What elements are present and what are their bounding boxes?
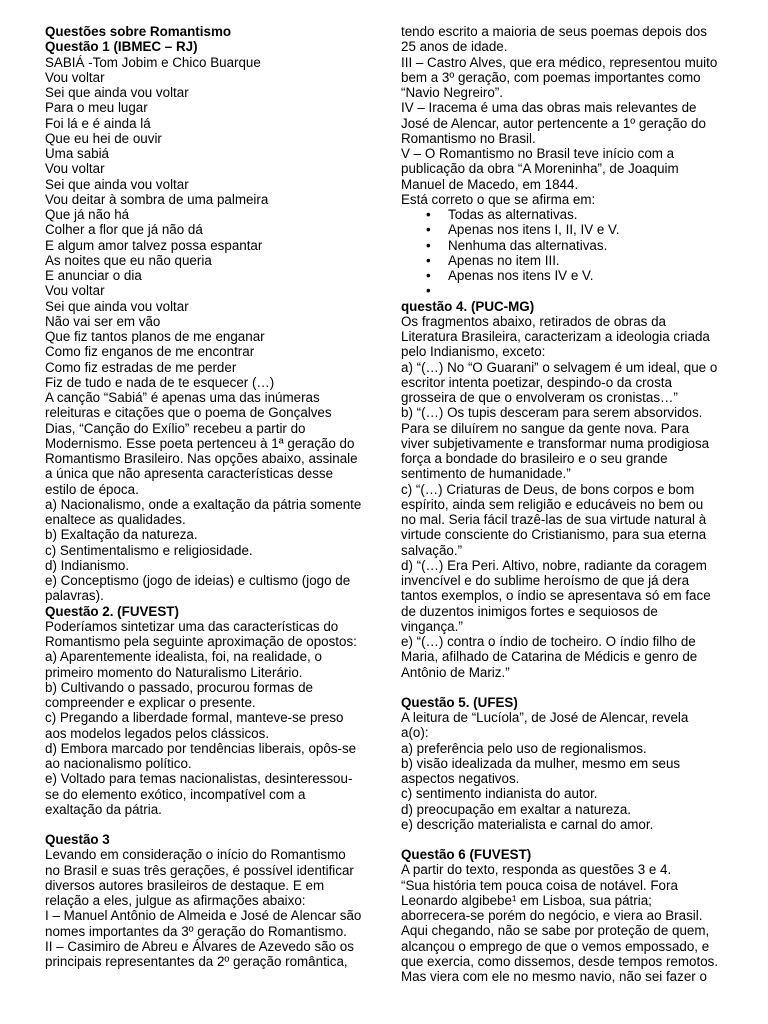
option-line: e) Conceptismo (jogo de ideias) e cultismo (jogo de <box>45 573 351 588</box>
text-line: c) Pregando a liberdade formal, manteve-se preso <box>45 710 344 726</box>
text-line: espírito, ainda sem religião e educáveis no bem ou <box>401 496 704 512</box>
question-5-heading: Questão 5. (UFES) <box>401 694 518 710</box>
spacer <box>401 680 736 695</box>
text-line: nomes importantes da 3º geração do Romantismo. <box>45 923 347 939</box>
text-line: Está correto o que se afirma em: <box>401 191 596 207</box>
text-line: sentimento de humanidade.” <box>401 466 571 482</box>
text-line: tantos exemplos, o índio se apresentava só em face <box>401 588 711 604</box>
lyric-line: Colher a flor que já não dá <box>45 222 203 238</box>
text-line: 25 anos de idade. <box>401 39 508 55</box>
lyric-line: Como fiz enganos de me encontrar <box>45 344 255 360</box>
option-line: b) Exaltação da natureza. <box>45 527 198 543</box>
text-line: Romantismo pela seguinte aproximação de opostos: <box>45 634 357 649</box>
left-column <box>45 24 380 969</box>
question-1-statement <box>45 390 380 497</box>
lyric-line: Vou deitar à sombra de uma palmeira <box>45 191 269 207</box>
text-line: b) “(…) Os tupis desceram para serem absorvidos. <box>401 405 703 421</box>
text-line: que exercia, como dissemos, desde tempos remotos. <box>401 953 719 969</box>
text-line: ao nacionalismo político. <box>45 756 192 771</box>
lyric-line: Que fiz tantos planos de me enganar <box>45 329 265 344</box>
text-line: e) “(…) contra o índio de tocheiro. O índio filho de <box>401 634 696 649</box>
lyric-line: Fiz de tudo e nada de te esquecer (…) <box>45 374 275 390</box>
text-line: V – O Romantismo no Brasil teve início com a <box>401 146 675 161</box>
text-line: bem a 3º geração, com poemas importantes como <box>401 69 701 85</box>
bullet-item: • Todas as alternativas. <box>401 207 736 222</box>
question-6-heading: Questão 6 (FUVEST) <box>401 847 532 862</box>
lyric-line: Vou voltar <box>45 283 105 299</box>
text-line: releituras e citações que o poema de Gonçalves <box>45 405 332 421</box>
text-line: II – Casimiro de Abreu e Álvares de Azevedo são os <box>45 938 354 954</box>
text-line: no Brasil e suas três gerações, é possível identificar <box>45 862 354 878</box>
text-line: Romantismo no Brasil. <box>401 130 536 146</box>
text-line: I – Manuel Antônio de Almeida e José de Alencar são <box>45 908 362 924</box>
option-line: c) Sentimentalismo e religiosidade. <box>45 542 253 558</box>
text-line: vingança.” <box>401 618 463 634</box>
text-line: Para se diluírem no sangue da gente nova. Para <box>401 420 690 436</box>
bullet-item: • Apenas nos itens I, II, IV e V. <box>401 222 736 237</box>
lyric-line: Sei que ainda vou voltar <box>45 298 189 314</box>
lyric-line: Não vai ser em vão <box>45 313 161 329</box>
text-line: b) visão idealizada da mulher, mesmo em seus <box>401 755 681 771</box>
spacer <box>401 832 736 847</box>
lyric-line: Foi lá e é ainda lá <box>45 115 151 131</box>
text-line: Dias, “Canção do Exílio” recebeu a partir do <box>45 420 306 436</box>
lyric-line: Sei que ainda vou voltar <box>45 85 189 100</box>
text-line: Os fragmentos abaixo, retirados de obras da <box>401 313 666 329</box>
text-line: relação a eles, julgue as afirmações abaixo: <box>45 893 306 908</box>
question-4-heading: questão 4. (PUC-MG) <box>401 298 535 314</box>
text-line: “Sua história tem pouca coisa de notável. Fora <box>401 877 678 893</box>
question-1-options <box>45 497 380 604</box>
lyric-line: Vou voltar <box>45 69 105 85</box>
text-line: A canção “Sabiá” é apenas uma das inúmeras <box>45 390 320 405</box>
text-line: salvação.” <box>401 542 463 558</box>
text-line: c) sentimento indianista do autor. <box>401 786 598 802</box>
question-2-heading: Questão 2. (FUVEST) <box>45 603 179 619</box>
text-line: Aqui chegando, não se sabe por proteção de quem, <box>401 923 710 939</box>
text-line: grosseira de que o envolveram os cronistas…” <box>401 390 678 405</box>
text-line: IV – Iracema é uma das obras mais relevantes de <box>401 100 697 116</box>
text-line: Levando em consideração o início do Romantismo <box>45 847 346 863</box>
text-line: exaltação da pátria. <box>45 801 162 817</box>
text-line: diversos autores brasileiros de destaque. E em <box>45 877 325 893</box>
text-line: aos modelos legados pelos clássicos. <box>45 725 270 741</box>
text-line: III – Castro Alves, que era médico, representou muito <box>401 54 718 70</box>
lyric-line: Para o meu lugar <box>45 100 148 116</box>
text-line: principais representantes da 2º geração romântica, <box>45 954 348 969</box>
right-column <box>401 24 736 984</box>
text-line: primeiro momento do Naturalismo Literário. <box>45 664 303 680</box>
text-line: Leonardo algibebe¹ em Lisboa, sua pátria; <box>401 892 652 908</box>
text-line: viver subjetivamente e transformar numa prodigiosa <box>401 435 710 451</box>
question-5-text <box>401 710 736 832</box>
text-line: Antônio de Mariz.” <box>401 664 510 680</box>
text-line: força a bondade do brasileiro e o seu grande <box>401 451 668 466</box>
text-line: no mal. Seria fácil trazê-las de sua virtude natural à <box>401 512 707 527</box>
text-line: pelo Indianismo, exceto: <box>401 344 546 360</box>
text-line: Manuel de Macedo, em 1844. <box>401 176 579 192</box>
text-line: Mas viera com ele no mesmo navio, não sei fazer o <box>401 969 707 984</box>
text-line: virtude consciente do Cristianismo, para sua eterna <box>401 527 707 543</box>
question-6-text <box>401 862 736 984</box>
text-line: A partir do texto, responda as questões 3 e 4. <box>401 862 672 878</box>
option-line: a) Nacionalismo, onde a exaltação da pátria somente <box>45 496 362 512</box>
text-line: a) “(…) No “O Guarani” o selvagem é um ideal, que o <box>401 359 718 375</box>
text-line: “Navio Negreiro”. <box>401 85 503 100</box>
text-line: tendo escrito a maioria de seus poemas depois dos <box>401 24 707 39</box>
text-line: se do elemento exótico, incompatível com a <box>45 786 306 802</box>
song-lyrics <box>45 70 380 390</box>
text-line: Modernismo. Esse poeta pertenceu à 1ª geração do <box>45 435 355 451</box>
option-line: d) Indianismo. <box>45 557 130 573</box>
text-line: a) Aparentemente idealista, foi, na realidade, o <box>45 649 322 665</box>
text-line: Maria, afilhado de Catarina de Médicis e genro de <box>401 649 698 665</box>
question-1-heading: Questão 1 (IBMEC – RJ) <box>45 39 198 55</box>
text-line: Poderíamos sintetizar uma das características do <box>45 618 339 634</box>
text-line: d) “(…) Era Peri. Altivo, nobre, radiante da coragem <box>401 557 707 573</box>
text-line: compreender e explicar o presente. <box>45 695 256 710</box>
question-3-options <box>401 207 736 299</box>
document-title: Questões sobre Romantismo <box>45 24 232 39</box>
text-line: aspectos negativos. <box>401 771 520 786</box>
song-credit: SABIÁ -Tom Jobim e Chico Buarque <box>45 54 261 70</box>
lyric-line: Uma sabiá <box>45 146 110 161</box>
text-line: b) Cultivando o passado, procurou formas de <box>45 679 313 695</box>
text-line: A leitura de “Lucíola”, de José de Alencar, revela <box>401 710 689 725</box>
text-line: e) Voltado para temas nacionalistas, desinteressou- <box>45 771 353 787</box>
text-line: e) descrição materialista e carnal do amor. <box>401 816 654 832</box>
text-line: d) Embora marcado por tendências liberais, opôs-se <box>45 740 357 756</box>
lyric-line: Que já não há <box>45 207 130 222</box>
text-line: Romantismo Brasileiro. Nas opções abaixo, assinale <box>45 451 358 466</box>
bullet-item: • Apenas nos itens IV e V. <box>401 268 736 283</box>
bullet-item: • Nenhuma das alternativas. <box>401 238 736 253</box>
bullet-item: • Apenas no item III. <box>401 253 736 268</box>
spacer <box>45 817 380 832</box>
text-line: José de Alencar, autor pertencente a 1º geração do <box>401 115 706 131</box>
lyric-line: Sei que ainda vou voltar <box>45 176 189 192</box>
text-line: a única que não apresenta características desse <box>45 466 334 482</box>
text-line: c) “(…) Criaturas de Deus, de bons corpos e bom <box>401 481 695 497</box>
lyric-line: E anunciar o dia <box>45 268 142 283</box>
option-line: palavras). <box>45 588 104 604</box>
text-line: de duzentos inimigos fortes e sequiosos de <box>401 603 658 619</box>
text-line: a) preferência pelo uso de regionalismos. <box>401 740 647 756</box>
text-line: escritor intenta poetizar, despindo-o da crosta <box>401 374 672 390</box>
lyric-line: Vou voltar <box>45 161 105 177</box>
text-line: d) preocupação em exaltar a natureza. <box>401 801 632 817</box>
text-line: Literatura Brasileira, caracterizam a ideologia criada <box>401 329 710 344</box>
text-line: estilo de época. <box>45 481 139 497</box>
lyric-line: Como fiz estradas de me perder <box>45 359 237 375</box>
question-4-text <box>401 314 736 680</box>
text-line: publicação da obra “A Moreninha”, de Joaquim <box>401 161 679 177</box>
lyric-line: As noites que eu não queria <box>45 252 212 268</box>
text-line: aborrecera-se porém do negócio, e viera ao Brasil. <box>401 908 703 923</box>
bullet-item-empty <box>401 283 736 298</box>
question-3-continued <box>401 24 736 207</box>
text-line: alcançou o emprego de que o vemos empossado, e <box>401 938 710 954</box>
lyric-line: E algum amor talvez possa espantar <box>45 237 263 253</box>
question-2-text <box>45 619 380 817</box>
question-3-text <box>45 847 380 969</box>
lyric-line: Que eu hei de ouvir <box>45 130 162 146</box>
option-line: enaltece as qualidades. <box>45 512 186 527</box>
text-line: invencível e do sublime heroísmo de que já dera <box>401 573 690 588</box>
text-line: a(o): <box>401 725 429 741</box>
question-3-heading: Questão 3 <box>45 832 110 847</box>
